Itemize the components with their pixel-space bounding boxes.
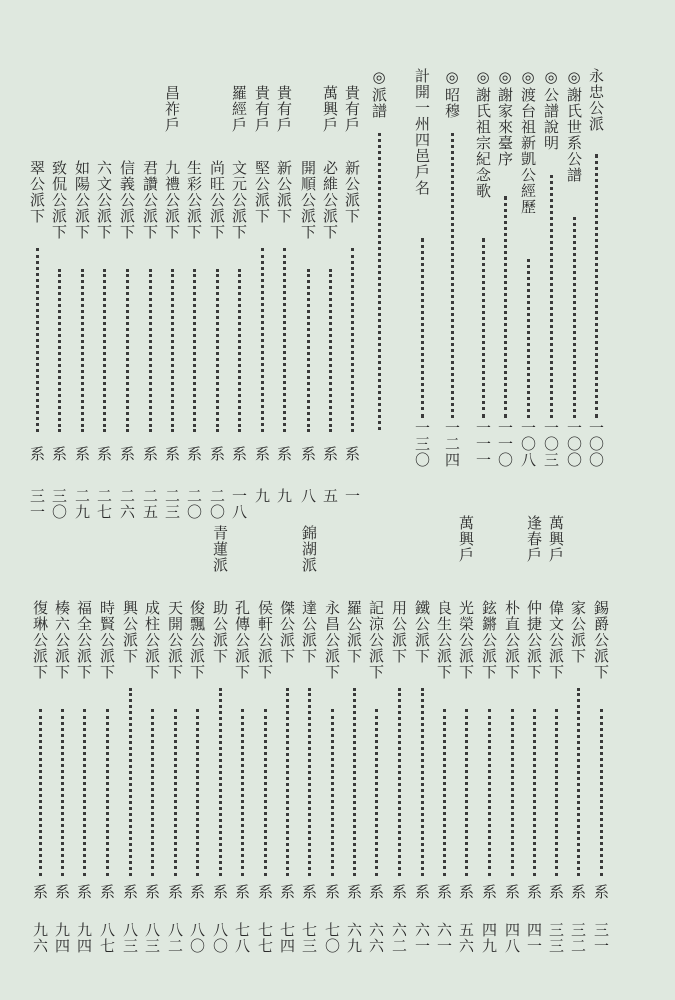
toc-entry-page: 一一一 — [474, 420, 492, 468]
toc-xi-label: 系 — [367, 884, 385, 900]
toc-entry-page: 九 — [253, 488, 271, 504]
toc-xi-label: 系 — [28, 446, 46, 462]
leader-dots — [375, 709, 382, 876]
toc-xi-label: 系 — [345, 884, 363, 900]
toc-entry-title: 永昌公派下 — [323, 600, 341, 680]
toc-xi-label: 系 — [343, 446, 361, 462]
toc-entry-page: 六一 — [435, 922, 453, 954]
toc-entry-page: 五 — [321, 488, 339, 504]
toc-entry-page: 三二 — [569, 922, 587, 954]
leader-dots — [83, 709, 90, 876]
toc-entry-title: 致侃公派下 — [50, 160, 68, 240]
leader-dots — [555, 709, 562, 876]
toc-xi-label: 系 — [143, 884, 161, 900]
toc-entry-title: 必維公派下 — [321, 160, 339, 240]
toc-xi-label: 系 — [413, 884, 431, 900]
toc-entry-title: ◎謝家來臺序 — [496, 68, 514, 167]
leader-dots — [451, 133, 458, 418]
toc-entry-title: 新公派下 — [275, 160, 293, 224]
leader-dots — [307, 269, 314, 432]
leader-dots — [421, 238, 428, 418]
toc-xi-label: 系 — [233, 884, 251, 900]
toc-xi-label: 系 — [163, 446, 181, 462]
branch-label: 青蓮派 — [211, 525, 229, 573]
toc-entry-page: 五六 — [457, 922, 475, 954]
toc-entry-page: 三三 — [547, 922, 565, 954]
toc-entry-page: 八三 — [143, 922, 161, 954]
leader-dots — [241, 709, 248, 876]
leader-dots — [443, 709, 450, 876]
household-label: 貴有戶 — [275, 85, 293, 133]
toc-xi-label: 系 — [435, 884, 453, 900]
leader-dots — [504, 196, 511, 418]
leader-dots — [482, 238, 489, 418]
toc-entry-title: 文元公派下 — [230, 160, 248, 240]
leader-dots — [600, 709, 607, 876]
toc-entry-title: 君讚公派下 — [141, 160, 159, 240]
leader-dots — [174, 709, 181, 876]
toc-entry-page: 八〇 — [188, 922, 206, 954]
toc-entry-page: 二六 — [118, 488, 136, 520]
branch-label: 錦湖派 — [300, 525, 318, 573]
toc-entry-page: 一〇三 — [542, 420, 560, 468]
leader-dots — [216, 269, 223, 432]
toc-entry-title: 九禮公派下 — [163, 160, 181, 240]
toc-entry-title: 成柱公派下 — [143, 600, 161, 680]
branch-label: 萬興戶 — [547, 515, 565, 563]
leader-dots — [171, 269, 178, 432]
toc-entry-title: 尚旺公派下 — [208, 160, 226, 240]
toc-entry-title: 生彩公派下 — [185, 160, 203, 240]
leader-dots — [196, 709, 203, 876]
branch-label: 萬興戶 — [457, 515, 475, 563]
toc-entry-page: 二三 — [163, 488, 181, 520]
leader-dots — [595, 154, 602, 418]
toc-entry-title: 鉉鏘公派下 — [480, 600, 498, 680]
toc-xi-label: 系 — [256, 884, 274, 900]
toc-entry-title: ◎渡台祖新凱公經歷 — [519, 68, 537, 215]
toc-entry-page: 七〇 — [323, 922, 341, 954]
toc-xi-label: 系 — [323, 884, 341, 900]
toc-entry-page: 六二 — [390, 922, 408, 954]
toc-xi-label: 系 — [300, 884, 318, 900]
toc-entry-title: 良生公派下 — [435, 600, 453, 680]
toc-entry-title: 俊飄公派下 — [188, 600, 206, 680]
toc-entry-title: 興公派下 — [121, 600, 139, 664]
leader-dots — [577, 688, 584, 876]
toc-xi-label: 系 — [299, 446, 317, 462]
household-label: 羅經戶 — [230, 85, 248, 133]
household-label: 昌祚戶 — [163, 85, 181, 133]
toc-xi-label: 系 — [208, 446, 226, 462]
leader-dots — [378, 133, 385, 430]
toc-entry-page: 一三〇 — [413, 420, 431, 468]
toc-entry-page: 二九 — [73, 488, 91, 520]
toc-entry-title: 偉文公派下 — [547, 600, 565, 680]
leader-dots — [286, 688, 293, 876]
toc-xi-label: 系 — [390, 884, 408, 900]
leader-dots — [61, 709, 68, 876]
toc-entry-page: 七八 — [233, 922, 251, 954]
toc-entry-title: 復琳公派下 — [31, 600, 49, 680]
toc-xi-label: 系 — [185, 446, 203, 462]
toc-entry-page: 九六 — [31, 922, 49, 954]
toc-entry-title: 永忠公派 — [587, 68, 605, 132]
toc-entry-page: 六六 — [367, 922, 385, 954]
toc-entry-page: 一〇〇 — [565, 420, 583, 468]
leader-dots — [193, 269, 200, 432]
toc-entry-title: 開順公派下 — [299, 160, 317, 240]
leader-dots — [398, 688, 405, 876]
toc-xi-label: 系 — [592, 884, 610, 900]
leader-dots — [511, 709, 518, 876]
leader-dots — [219, 688, 226, 876]
leader-dots — [106, 709, 113, 876]
toc-entry-page: 七三 — [300, 922, 318, 954]
leader-dots — [103, 269, 110, 432]
toc-entry-title: 錫爵公派下 — [592, 600, 610, 680]
household-label: 貴有戶 — [253, 85, 271, 133]
toc-entry-page: 九四 — [53, 922, 71, 954]
toc-xi-label: 系 — [457, 884, 475, 900]
toc-entry-page: 一八 — [230, 488, 248, 520]
toc-entry-page: 一 — [343, 488, 361, 504]
toc-entry-page: 六一 — [413, 922, 431, 954]
leader-dots — [149, 269, 156, 432]
leader-dots — [39, 709, 46, 876]
toc-entry-page: 四一 — [525, 922, 543, 954]
toc-xi-label: 系 — [118, 446, 136, 462]
toc-entry-title: 家公派下 — [569, 600, 587, 664]
leader-dots — [527, 259, 534, 418]
toc-xi-label: 系 — [253, 446, 271, 462]
leader-dots — [488, 709, 495, 876]
leader-dots — [353, 688, 360, 876]
toc-entry-page: 四九 — [480, 922, 498, 954]
toc-xi-label: 系 — [75, 884, 93, 900]
toc-entry-title: 福全公派下 — [75, 600, 93, 680]
leader-dots — [533, 709, 540, 876]
toc-xi-label: 系 — [121, 884, 139, 900]
toc-entry-title: ◎謝氏世系公譜 — [565, 68, 583, 183]
toc-xi-label: 系 — [321, 446, 339, 462]
leader-dots — [308, 688, 315, 876]
toc-entry-page: 一〇〇 — [587, 420, 605, 468]
toc-entry-title: 羅公派下 — [345, 600, 363, 664]
toc-entry-page: 八七 — [98, 922, 116, 954]
toc-entry-title: 仲捷公派下 — [525, 600, 543, 680]
toc-xi-label: 系 — [275, 446, 293, 462]
toc-entry-page: 九 — [275, 488, 293, 504]
household-label: 萬興戶 — [321, 85, 339, 133]
household-label: 貴有戶 — [343, 85, 361, 133]
toc-entry-title: ◎派譜 — [370, 68, 388, 119]
toc-entry-page: 八 — [299, 488, 317, 504]
toc-xi-label: 系 — [230, 446, 248, 462]
toc-xi-label: 系 — [166, 884, 184, 900]
toc-entry-page: 八二 — [166, 922, 184, 954]
toc-entry-page: 七七 — [256, 922, 274, 954]
leader-dots — [126, 269, 133, 432]
toc-entry-page: 八三 — [121, 922, 139, 954]
leader-dots — [331, 709, 338, 876]
toc-xi-label: 系 — [53, 884, 71, 900]
toc-xi-label: 系 — [50, 446, 68, 462]
leader-dots — [329, 269, 336, 432]
toc-entry-title: 朴直公派下 — [503, 600, 521, 680]
toc-entry-title: 用公派下 — [390, 600, 408, 664]
toc-entry-page: 九四 — [75, 922, 93, 954]
toc-entry-title: 六文公派下 — [95, 160, 113, 240]
toc-entry-page: 二五 — [141, 488, 159, 520]
toc-entry-page: 二〇 — [208, 488, 226, 520]
toc-xi-label: 系 — [31, 884, 49, 900]
toc-entry-title: 記涼公派下 — [367, 600, 385, 680]
toc-entry-page: 三一 — [592, 922, 610, 954]
toc-entry-title: 楱六公派下 — [53, 600, 71, 680]
toc-entry-page: 八〇 — [211, 922, 229, 954]
toc-xi-label: 系 — [188, 884, 206, 900]
toc-entry-title: 計開一州四邑戶名 — [413, 68, 431, 196]
leader-dots — [465, 709, 472, 876]
toc-entry-title: 孔傳公派下 — [233, 600, 251, 680]
leader-dots — [81, 269, 88, 432]
toc-entry-title: 達公派下 — [300, 600, 318, 664]
toc-entry-title: 信義公派下 — [118, 160, 136, 240]
toc-entry-title: ◎公譜說明 — [542, 68, 560, 151]
leader-dots — [151, 709, 158, 876]
toc-entry-title: 鐵公派下 — [413, 600, 431, 664]
toc-xi-label: 系 — [480, 884, 498, 900]
toc-entry-page: 三〇 — [50, 488, 68, 520]
leader-dots — [264, 709, 271, 876]
toc-entry-title: 堅公派下 — [253, 160, 271, 224]
toc-xi-label: 系 — [569, 884, 587, 900]
leader-dots — [36, 248, 43, 432]
toc-entry-page: 三一 — [28, 488, 46, 520]
leader-dots — [550, 175, 557, 418]
toc-xi-label: 系 — [141, 446, 159, 462]
leader-dots — [129, 688, 136, 876]
toc-entry-page: 四八 — [503, 922, 521, 954]
toc-entry-title: ◎謝氏祖宗紀念歌 — [474, 68, 492, 199]
leader-dots — [238, 269, 245, 432]
leader-dots — [261, 248, 268, 432]
toc-entry-page: 二〇 — [185, 488, 203, 520]
toc-xi-label: 系 — [98, 884, 116, 900]
toc-entry-page: 一一〇 — [496, 420, 514, 468]
toc-entry-title: 助公派下 — [211, 600, 229, 664]
toc-entry-title: 光榮公派下 — [457, 600, 475, 680]
toc-xi-label: 系 — [211, 884, 229, 900]
leader-dots — [283, 248, 290, 432]
leader-dots — [421, 688, 428, 876]
toc-xi-label: 系 — [278, 884, 296, 900]
toc-entry-page: 六九 — [345, 922, 363, 954]
toc-entry-title: 天開公派下 — [166, 600, 184, 680]
toc-entry-page: 一二四 — [443, 420, 461, 468]
toc-entry-page: 七四 — [278, 922, 296, 954]
toc-entry-page: 二七 — [95, 488, 113, 520]
toc-xi-label: 系 — [525, 884, 543, 900]
branch-label: 逢春戶 — [525, 515, 543, 563]
toc-entry-title: 傑公派下 — [278, 600, 296, 664]
toc-entry-page: 一〇八 — [519, 420, 537, 468]
toc-entry-title: 如陽公派下 — [73, 160, 91, 240]
toc-xi-label: 系 — [73, 446, 91, 462]
toc-entry-title: ◎昭穆 — [443, 68, 461, 119]
toc-xi-label: 系 — [547, 884, 565, 900]
leader-dots — [351, 248, 358, 432]
toc-xi-label: 系 — [95, 446, 113, 462]
toc-entry-title: 新公派下 — [343, 160, 361, 224]
leader-dots — [573, 217, 580, 418]
toc-entry-title: 時賢公派下 — [98, 600, 116, 680]
toc-entry-title: 侯軒公派下 — [256, 600, 274, 680]
toc-entry-title: 翠公派下 — [28, 160, 46, 224]
toc-xi-label: 系 — [503, 884, 521, 900]
leader-dots — [58, 269, 65, 432]
